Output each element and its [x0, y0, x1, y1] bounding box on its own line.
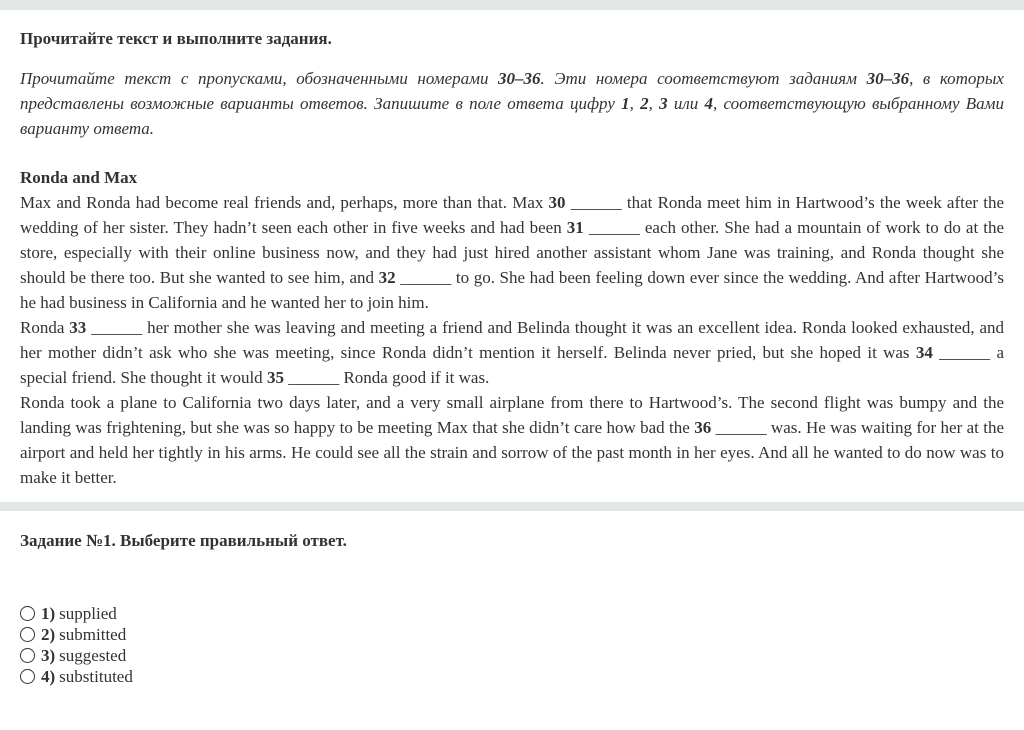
gap-blank-30: ______ — [570, 193, 622, 212]
story-text: to go. She had been feeling down ever since the wedding. And after Hartwood’s he had business in California and he wanted her to join him. — [20, 268, 1004, 312]
option-text: supplied — [59, 604, 117, 623]
gap-number-35: 35 — [266, 368, 284, 387]
story-text: Max and Ronda had become real friends and, perhaps, more than that. Max — [20, 193, 549, 212]
option-text: submitted — [59, 625, 127, 644]
option-number: 4) — [41, 667, 56, 686]
task-title: Задание №1. Выберите правильный ответ. — [20, 531, 347, 550]
instructions-text: , соответствующую выбранному Вами варианту ответа. — [20, 94, 1005, 138]
gap-number-32: 32 — [378, 268, 396, 287]
radio-button[interactable] — [20, 606, 35, 621]
instructions-text: или — [667, 94, 705, 113]
answer-option-4[interactable] — [20, 666, 1004, 687]
story-text: that Ronda meet him in Hartwood’s the week after the wedding of her sister. They hadn’t seen each other in five weeks and had been — [20, 193, 1004, 237]
reading-section — [0, 10, 1024, 490]
option-number: 1) — [41, 604, 56, 623]
answer-options — [20, 603, 1004, 687]
gap-number-36: 36 — [694, 418, 712, 437]
gap-number-33: 33 — [69, 318, 87, 337]
radio-button[interactable] — [20, 627, 35, 642]
instructions-text: . Эти номера соответствуют заданиям — [540, 69, 867, 88]
instructions-range: 30–36 — [498, 69, 541, 88]
instructions-text: , — [648, 94, 660, 113]
instructions-text: , в которых представлены возможные варианты ответов. Запишите в поле ответа цифру — [20, 69, 1004, 113]
story-title: Ronda and Max — [20, 168, 138, 187]
radio-button[interactable] — [20, 669, 35, 684]
section-heading: Прочитайте текст и выполните задания. — [20, 29, 332, 48]
option-number: 2) — [41, 625, 56, 644]
story-paragraph-1 — [20, 190, 1004, 315]
story-text: a special friend. She thought it would — [20, 343, 1005, 387]
instructions — [20, 66, 1004, 141]
gap-blank-36: ______ — [715, 418, 767, 437]
answer-digit: 1 — [621, 94, 630, 113]
gap-blank-34: ______ — [939, 343, 991, 362]
story-text: Ronda took a plane to California two days later, and a very small airplane from there to Hartwood’s. The second flight was bumpy and the landing was frightening, but she was so happy to be meeting Max that she didn’t care how bad the — [20, 393, 1004, 437]
gap-blank-33: ______ — [91, 318, 143, 337]
answer-digit: 3 — [659, 94, 668, 113]
story-paragraph-3 — [20, 390, 1004, 490]
gap-number-34: 34 — [915, 343, 933, 362]
section-divider — [0, 502, 1024, 511]
story-text: Ronda good if it was. — [339, 368, 490, 387]
task-section — [0, 511, 1024, 687]
story-text: was. He was waiting for her at the airport and held her tightly in his arms. He could see all the strain and sorrow of the past month in her eyes. And all he wanted to do now was to make it better. — [20, 418, 1004, 487]
story-text: her mother she was leaving and meeting a friend and Belinda thought it was an excellent idea. Ronda looked exhausted, and her mother didn’t ask who she was meeting, since Ronda didn’t mention it herself. Belinda never pried, but she hoped it was — [20, 318, 1005, 362]
story-paragraph-2 — [20, 315, 1004, 390]
gap-blank-32: ______ — [400, 268, 452, 287]
option-text: suggested — [59, 646, 127, 665]
story-text: Ronda — [20, 318, 70, 337]
gap-blank-31: ______ — [588, 218, 640, 237]
instructions-text: , — [629, 94, 641, 113]
option-number: 3) — [41, 646, 56, 665]
gap-number-30: 30 — [548, 193, 566, 212]
instructions-text: Прочитайте текст с пропусками, обозначенными номерами — [20, 69, 499, 88]
instructions-range: 30–36 — [866, 69, 910, 88]
answer-digit: 4 — [704, 94, 713, 113]
option-text: substituted — [59, 667, 133, 686]
answer-option-2[interactable] — [20, 624, 1004, 645]
answer-option-3[interactable] — [20, 645, 1004, 666]
gap-blank-35: ______ — [288, 368, 340, 387]
top-bar — [0, 0, 1024, 10]
radio-button[interactable] — [20, 648, 35, 663]
answer-option-1[interactable] — [20, 603, 1004, 624]
story-text: each other. She had a mountain of work to do at the store, especially with their online business now, and they had just hired another assistant whom Jane was training, and Ronda thought she should be there too. But she wanted to see him, and — [20, 218, 1004, 287]
gap-number-31: 31 — [566, 218, 584, 237]
answer-digit: 2 — [640, 94, 649, 113]
